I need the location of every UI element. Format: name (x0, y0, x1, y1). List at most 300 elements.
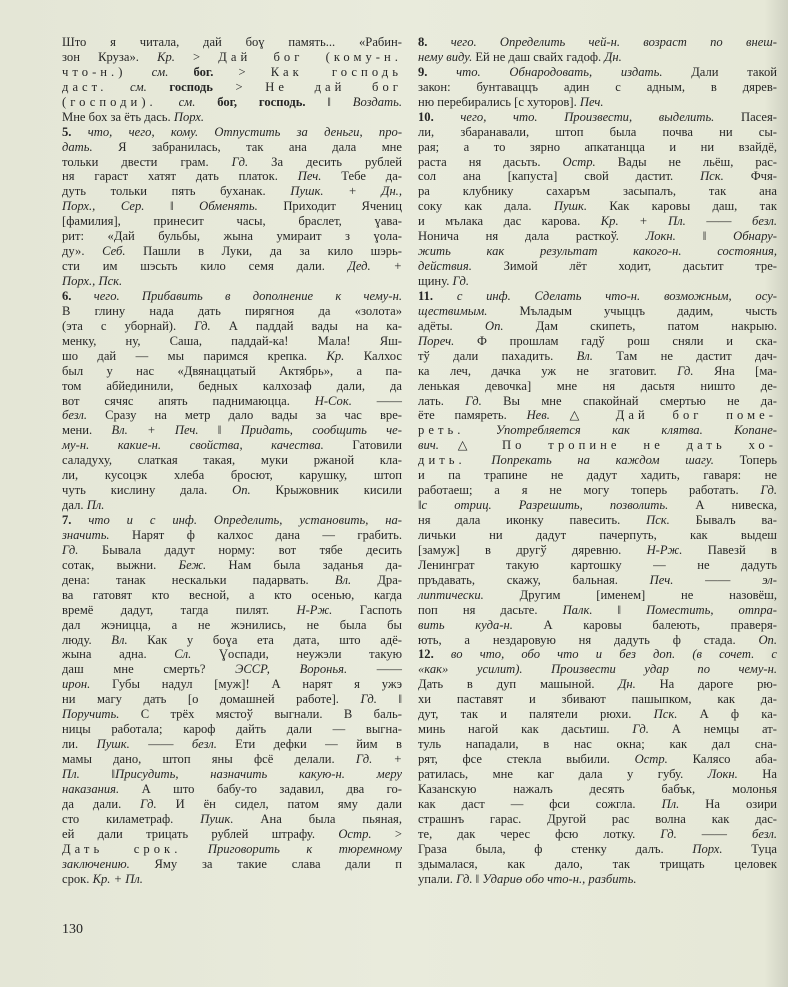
italic-text: см. (178, 94, 196, 109)
text-line (418, 169, 777, 184)
text: > (174, 49, 219, 64)
text-line (418, 80, 777, 95)
spaced-headword: Дай бог (кому-н. (218, 49, 402, 64)
text: ли, кусоцэк хлеба бросют, карушку, штоп (62, 468, 402, 483)
text-line (62, 274, 402, 289)
text (464, 423, 495, 437)
italic-text: Пск. (646, 513, 670, 527)
italic-text: Нев. (526, 408, 550, 423)
text-line (62, 498, 402, 513)
italic-text: ЭССР, Воронья. (235, 662, 348, 677)
italic-text: Гд. (62, 542, 79, 557)
italic-text: что. Обнародовать, издать. (456, 64, 663, 79)
text: В глину нада дать пирягноя да «золота» (62, 303, 402, 318)
text: —— (347, 662, 402, 677)
text: шо дай — мы паримся крепка. (62, 348, 327, 363)
text-line (418, 140, 777, 155)
italic-text: Поместить, отпра- (646, 602, 777, 617)
text-line (418, 259, 777, 274)
italic-text: Поручить. (62, 707, 120, 722)
text: был у нас «Двянаццатый Актябрь», а па- (62, 363, 402, 378)
italic-text: Кр. (326, 348, 345, 363)
italic-text: Гд. (194, 318, 211, 333)
bold-text: бог. (193, 64, 214, 79)
text: дена: танак нескальки падарвать. (62, 572, 335, 587)
text-line (418, 95, 777, 110)
text-line (62, 184, 402, 199)
italic-text: Дн. (618, 677, 636, 692)
text: ‖ (675, 229, 734, 244)
text: С трёх мястоў выгнали. В баль- (119, 707, 402, 722)
text: Топерь (713, 453, 777, 468)
text-line (418, 394, 777, 409)
italic-text: Пушк. + Дн., (290, 184, 402, 199)
italic-text: Приговорить к тюремному (207, 841, 402, 856)
text: И ён сидел, патом яму дали (156, 796, 402, 811)
text-line (418, 558, 777, 573)
text: работаеш; а я не могу топерь работать. (418, 483, 761, 498)
text: и па трапине не дадут хадить, гаваря: не (418, 468, 777, 483)
bold-text: бог, господь. (217, 94, 306, 109)
italic-text: Остр. (338, 826, 372, 841)
text-line (418, 289, 777, 304)
text-line (62, 334, 402, 349)
text-line (418, 423, 777, 438)
text (126, 65, 151, 79)
text: раста ня дасьть. (418, 154, 563, 169)
text (71, 289, 93, 303)
bold-text: 10. (418, 109, 434, 124)
text: Я забранилась, так ана дала мне (92, 139, 402, 154)
text (434, 647, 451, 661)
text: Туца (722, 841, 777, 856)
text-line (418, 125, 777, 140)
text-line (418, 498, 777, 513)
italic-text: безл. (62, 408, 87, 423)
spaced-headword: что-н.) (62, 64, 127, 79)
text-line (62, 423, 402, 438)
text-line (418, 453, 777, 468)
text-line (418, 364, 777, 379)
text: времё дадут, тагда пилят. (62, 602, 297, 617)
text: Там не дастит дач- (592, 348, 777, 363)
italic-text: вить куда-н. (418, 617, 513, 632)
italic-text: Н-Рж. (296, 602, 333, 617)
italic-text: чего, что. Произвести, выделить. (460, 109, 715, 124)
italic-text: с инф. Сделать что-н. возможным, осу- (456, 288, 777, 303)
text-line (62, 259, 402, 274)
text: Ей не даш свайх гадоф. (472, 49, 605, 64)
text: Крыжовник кисили (250, 483, 402, 498)
text: ёте памяреть. (418, 408, 527, 423)
italic-text: что и с инф. Определить, установить, на- (88, 513, 402, 527)
italic-text: действия. (418, 259, 472, 274)
text: Мне бох за ёть дась. (62, 109, 174, 124)
text-line (62, 872, 402, 887)
text-line (62, 692, 402, 707)
text: А што бабу-то задавил, два го- (119, 781, 402, 796)
italic-text: «как» усилит). Произвести удар по чему-н. (418, 662, 777, 677)
text: ють, а нездаровую ня дадуть ф стада. (418, 632, 759, 647)
text (71, 125, 87, 139)
text-line (62, 438, 402, 453)
text-line (62, 379, 402, 394)
text-line (418, 573, 777, 588)
text: рая; а то зярно апкатанцца и ни взайдё, (418, 139, 777, 154)
text-line (62, 827, 402, 842)
text: и мълака дас карова. (418, 214, 601, 229)
italic-text: Остр. (562, 154, 596, 169)
text: минь нагой как дасьтиш. (418, 722, 633, 737)
bold-text: 7. (62, 513, 72, 527)
italic-text: Сл. (174, 647, 192, 662)
text-line (62, 349, 402, 364)
text-line (418, 707, 777, 722)
text: дуть тольки пять буханак. (62, 184, 291, 199)
text-line (418, 379, 777, 394)
text: как даст — фси сожгла. (418, 796, 662, 811)
text: тольки двести грам. (62, 154, 232, 169)
text: ницы работала; кароф дайть дали — выгна- (62, 722, 402, 737)
text-line (418, 737, 777, 752)
text-line (62, 468, 402, 483)
spaced-headword: реть. (418, 423, 465, 438)
text: Пашли в Луки, да за кило шэрь- (125, 244, 402, 259)
spaced-headword: Дать срок. (62, 841, 182, 856)
italic-text: Локн. (707, 766, 738, 781)
text: Бывала дадут норму: вот тябе десить (78, 542, 402, 557)
italic-text: Кр. + Пл. (92, 871, 143, 886)
text: сол ана [капуста] свой дастит. (418, 169, 701, 184)
text-line (418, 408, 777, 423)
text: А каровы балеють, праверя- (512, 617, 777, 632)
text: Ленинграт такую картошку — не дадуть (418, 557, 777, 572)
text-line (62, 633, 402, 648)
text: А ф ка- (677, 707, 777, 722)
text: да дали. (62, 796, 141, 811)
text (107, 80, 130, 94)
text-line (62, 80, 402, 95)
italic-text: Гд. (465, 393, 482, 408)
text: ленькая девочка] мне ня дасьтя ништо де- (418, 378, 777, 393)
text: Дать в дуп машыной. (418, 677, 619, 692)
text: пръдавать, скажу, бальная. (418, 572, 650, 587)
text: Калясо аба- (667, 752, 777, 766)
text: Граза была, ф стенку далъ. (418, 841, 693, 856)
italic-text: во что, обо что и без доп. (в сочет. с (450, 647, 777, 662)
text (147, 80, 170, 94)
text-line (62, 588, 402, 603)
text: ду». (62, 244, 103, 259)
bold-text: 11. (418, 288, 434, 303)
text-line (62, 677, 402, 692)
text-line (418, 767, 777, 782)
text-line (418, 155, 777, 170)
text: ни магу дать [о домашней работе]. (62, 692, 361, 707)
text-line (418, 857, 777, 872)
right-column (418, 35, 777, 886)
text-line (62, 50, 402, 65)
italic-text: Дн. (604, 49, 622, 64)
text: —— (129, 737, 192, 752)
italic-text: Удариө обо что-н., разбить. (482, 871, 637, 886)
text: [фамилия], принесит часы, браслет, ɣава- (62, 214, 402, 229)
bold-text: 12. (418, 647, 434, 662)
text-line (418, 513, 777, 528)
text: даш мне смерть? (62, 662, 236, 677)
italic-text: Порх., Пск. (62, 274, 123, 288)
text: рят, фсе стекла выбили. (418, 752, 635, 766)
text-line (418, 199, 777, 214)
italic-text: Пореч. (418, 333, 455, 348)
text: Павезй в (682, 542, 777, 557)
italic-text: Гд. + (355, 752, 402, 766)
text (157, 95, 179, 109)
italic-text: Вл. (334, 572, 352, 587)
text: Дали такой (662, 64, 777, 79)
text-line (62, 319, 402, 334)
italic-text: Вл. + Печ. (111, 423, 199, 438)
text-line (418, 677, 777, 692)
text-line (418, 35, 777, 50)
text: Ана была пьяная, (233, 811, 402, 826)
text-line (62, 289, 402, 304)
text-line (418, 647, 777, 662)
italic-text: Порх., Сер. (62, 199, 145, 214)
text: ли, збаранавали, штоп была почва ни сы- (418, 124, 777, 139)
text: жына адна. (62, 647, 175, 662)
italic-text: чего. Прибавить в дополнение к чему-н. (93, 288, 402, 303)
text-line (62, 394, 402, 409)
text-line (62, 558, 402, 573)
italic-text: Оп. (758, 632, 777, 647)
italic-text: Остр. (634, 752, 668, 766)
text: ка леч, дачка уж не згатовит. (418, 363, 678, 378)
text-line (418, 438, 777, 453)
text: [замуж] в другў дяревню. (418, 542, 647, 557)
text-line (418, 633, 777, 648)
text (433, 289, 457, 303)
text-line (418, 214, 777, 229)
text-line (62, 244, 402, 259)
text: соку как дала. (418, 199, 554, 214)
italic-text: Гд. (140, 796, 157, 811)
text-line (418, 797, 777, 812)
text: мени. (62, 423, 112, 438)
text: —— (351, 393, 402, 408)
italic-text: му-н. какие-н. свойства, качества. (62, 438, 324, 453)
text: ей дали трицать рублей штрафу. (62, 826, 339, 841)
text (434, 110, 461, 124)
italic-text: Употребляется как клятва. Копане- (495, 423, 777, 438)
text-line (62, 752, 402, 767)
text-line (62, 857, 402, 872)
text: Вы мне спакойнай смертью не да- (481, 393, 777, 408)
text (195, 95, 217, 109)
text (71, 513, 88, 527)
italic-text: Обнару- (733, 229, 777, 244)
text: дут, так и палятели рюхи. (418, 707, 654, 722)
text: А нивеска, (668, 498, 777, 513)
spaced-headword: Как господь (270, 64, 403, 79)
italic-text: Пл. (86, 498, 105, 513)
italic-text: чего. Определить чей-н. возраст по внеш- (450, 35, 777, 49)
italic-text: Гд. (231, 154, 249, 169)
italic-text: Н-Сок. (314, 393, 352, 408)
italic-text: Пл. (661, 796, 680, 811)
text-line (62, 408, 402, 423)
italic-text: вич. (418, 438, 439, 453)
text (168, 65, 193, 79)
text-line (62, 513, 402, 528)
text-line (418, 468, 777, 483)
text: ню перебирались [с хуторов]. (418, 94, 580, 109)
italic-text: Вл. (576, 348, 593, 363)
italic-text: Печ. (649, 572, 674, 587)
spaced-headword: Не дай бог (265, 79, 402, 94)
text-line (62, 199, 402, 214)
text-line (62, 65, 402, 80)
text-line (62, 125, 402, 140)
text: тў дали пахадить. (418, 348, 577, 363)
text: упали. (418, 871, 457, 886)
italic-text: эл- (762, 572, 777, 587)
italic-text: см. (130, 79, 147, 94)
page-number: 130 (62, 922, 83, 937)
text-line (62, 364, 402, 379)
text: Калхос (344, 348, 403, 363)
text: △ (549, 408, 616, 423)
text: сти им шэсьть кило семя дали. (62, 259, 348, 274)
italic-text: Присудить, назначить какую-н. меру (115, 766, 402, 781)
italic-text: Гд. (660, 826, 677, 841)
text-line (62, 95, 402, 110)
italic-text: ирон. (62, 677, 91, 692)
text: дал жэницца, а не жэнились, не была бы (62, 617, 402, 632)
text: ‖ (305, 94, 353, 109)
text-line (62, 647, 402, 662)
text: люду. (62, 632, 112, 647)
text: ‖ (418, 498, 422, 513)
text-line (418, 184, 777, 199)
italic-text: нему виду. (418, 49, 473, 64)
italic-text: Локн. (645, 229, 676, 244)
italic-text: безл. (752, 826, 778, 841)
text: А немцы ат- (648, 722, 777, 737)
text-line (418, 304, 777, 319)
text: Яна [ма- (693, 363, 777, 378)
italic-text: Пушк. (96, 737, 130, 752)
italic-text: Печ. (579, 94, 604, 109)
text (427, 65, 456, 79)
italic-text: значить. (62, 527, 110, 542)
text: менку, ну, Саша, паддай-ка! Мала! Яш- (62, 333, 402, 348)
text: ‖ (198, 423, 241, 438)
italic-text: Гд. (632, 722, 649, 737)
text: ‖ (376, 692, 403, 707)
text: закон: бунтаваццъ адин с адным, в дярев- (418, 79, 777, 94)
text-line (418, 842, 777, 857)
text-line (62, 528, 402, 543)
text (181, 842, 208, 856)
text: личьки ни дадут пачерпуть, как выдеш (418, 527, 777, 542)
text-line (418, 229, 777, 244)
italic-text: Придать, сообщить че- (240, 423, 402, 438)
italic-text: безл. (191, 737, 217, 752)
text-line (62, 229, 402, 244)
text: Бывалъ ва- (669, 513, 777, 527)
italic-text: Обменять. (199, 199, 258, 214)
text: (эта с уборнай). (62, 318, 195, 333)
text: Ɣоспади, неужэли такую (191, 647, 402, 662)
spaced-headword: даст. (62, 79, 108, 94)
italic-text: Пск. (700, 169, 724, 184)
text-line (418, 752, 777, 767)
text: А паддай вады на ка- (210, 318, 402, 333)
text-line (418, 782, 777, 797)
text: Как у боɣа ета дата, што адё- (127, 632, 402, 647)
italic-text: Кр. + Пл. (600, 214, 686, 229)
text-line (418, 65, 777, 80)
text-line (62, 737, 402, 752)
text: ли. (62, 737, 97, 752)
text (466, 453, 492, 467)
italic-text: Гд. (760, 483, 777, 498)
italic-text: Дед. + (347, 259, 402, 274)
italic-text: наказания. (62, 781, 120, 796)
text: Фчя- (723, 169, 777, 184)
text-line (418, 50, 777, 65)
italic-text: Гд. (456, 871, 473, 886)
italic-text: Пск. (653, 707, 678, 722)
text: Как каровы даш, так (587, 199, 778, 214)
text-line (418, 334, 777, 349)
italic-text: Гд. (677, 363, 694, 378)
text: Другим [именем] не назовёш, (483, 587, 777, 602)
text: лать. (418, 393, 466, 408)
text: —— (673, 572, 763, 587)
text: здымалася, как дало, так трищать целовек (418, 856, 777, 871)
text: ня гараст хатят дать платок. (62, 169, 298, 184)
text: зон Круза». (62, 49, 158, 64)
text: △ (438, 438, 502, 453)
left-column (62, 35, 402, 886)
text: На (737, 766, 777, 781)
text: Губы надул [муж]! А нарят я ужэ (90, 677, 402, 692)
italic-text: Пушк. (200, 811, 234, 826)
text: Сразу на метр дало вады за час вре- (87, 408, 402, 423)
text: Приходит Ячениц (257, 199, 402, 214)
text: хи паставят и збивают пашыпком, как да- (418, 692, 777, 707)
italic-text: Пл. (62, 766, 80, 781)
text-line (62, 662, 402, 677)
text-line (418, 543, 777, 558)
italic-text: с отриц. Разрешить, позволить. (421, 498, 669, 513)
text: Пасея- (714, 109, 777, 124)
text: Ф прошлам гадў рош сняли и ска- (454, 333, 777, 348)
bold-text: господь (169, 79, 213, 94)
text: —— (685, 214, 752, 229)
italic-text: заключению. (62, 856, 130, 871)
text: срок. (62, 871, 93, 886)
text-line (62, 603, 402, 618)
text: Нам была заданья да- (206, 557, 402, 572)
text: дал. (62, 498, 87, 513)
text-line (62, 782, 402, 797)
text: —— (676, 826, 753, 841)
text: мамы дано, штоп яны фсё делали. (62, 752, 356, 766)
italic-text: липтически. (418, 587, 484, 602)
